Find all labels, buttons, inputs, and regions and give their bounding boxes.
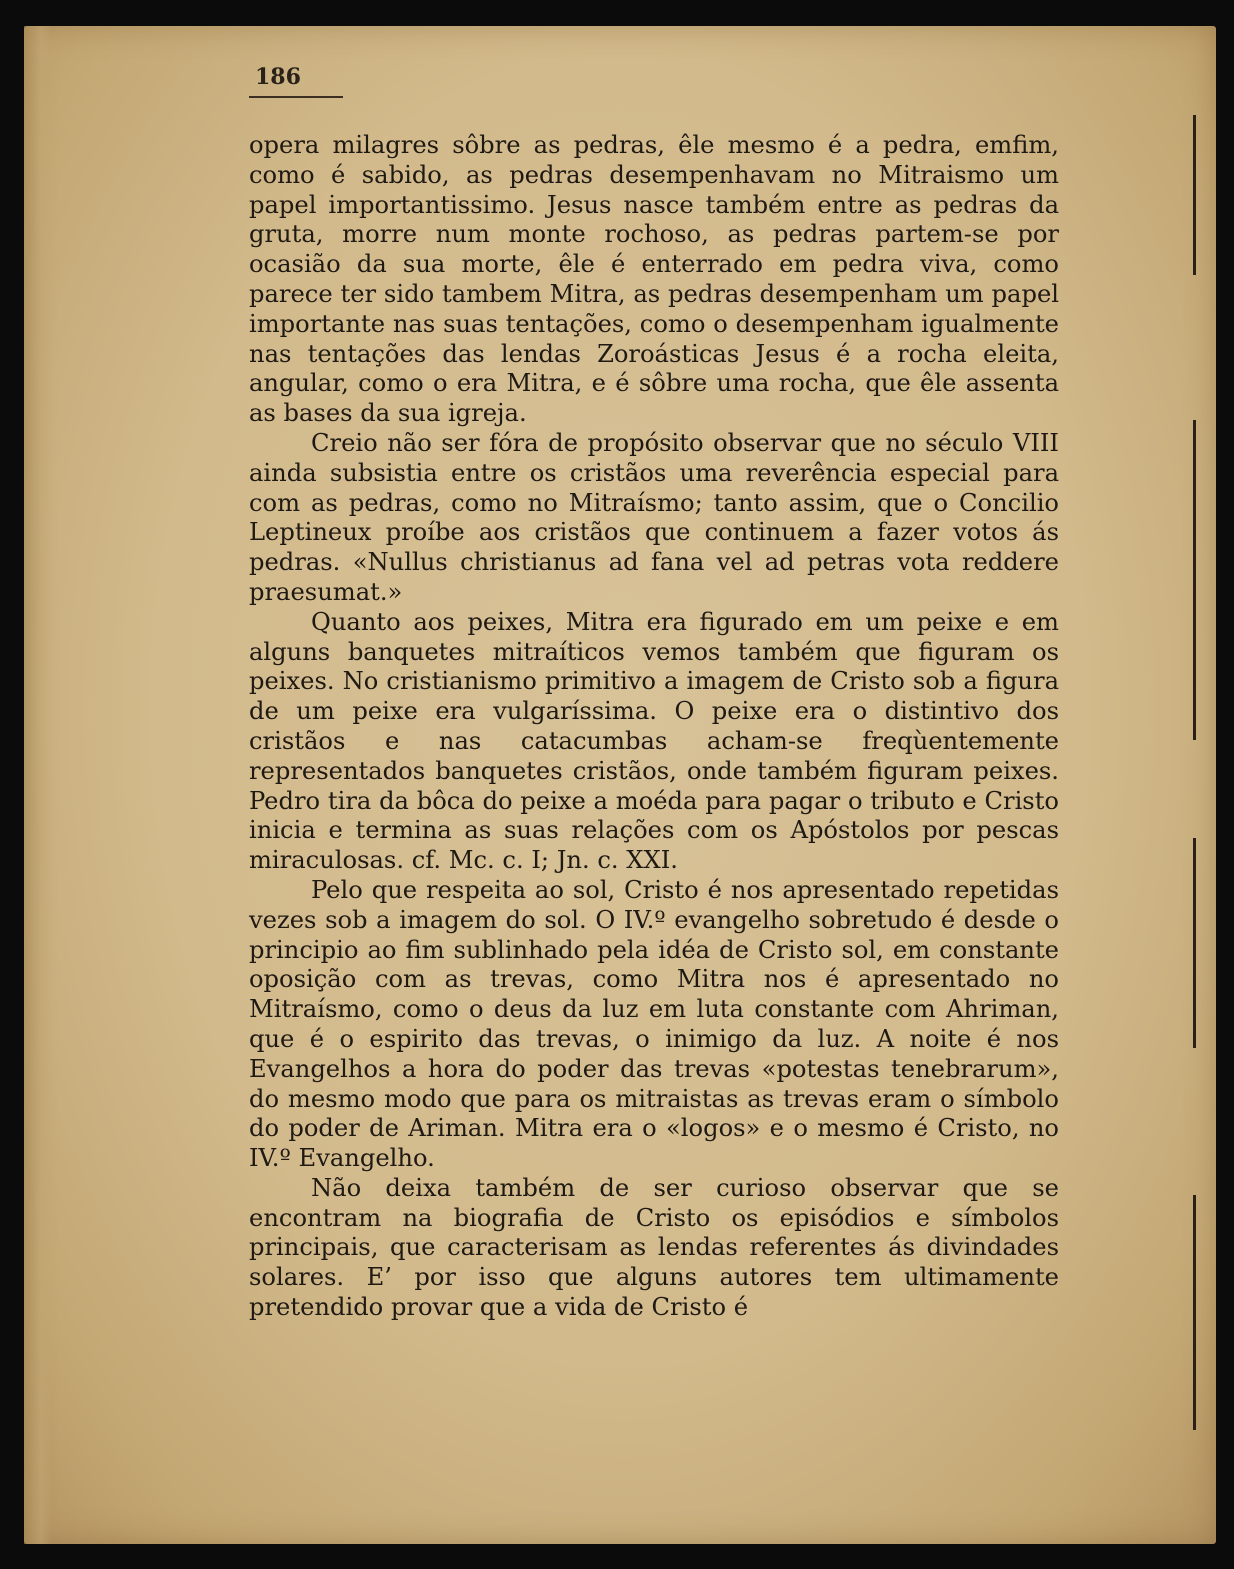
paragraph-1: opera milagres sôbre as pedras, êle mesmo é a pedra, emfim, como é sabido, as pedras desempenhavam no Mitraismo um papel importantissimo. Jesus nasce também entre as pedras da gruta, morre num monte rochoso, as pedras partem-se por ocasião da sua morte, êle é enterrado em pedra viva, como parece ter sido tambem Mitra, as pedras desempenham um papel importante nas suas tentações, como o desempenham igualmente nas tentações das lendas Zoroásticas Jesus é a rocha eleita, angular, como o era Mitra, e é sôbre uma rocha, que êle assenta as bases da sua igreja. [249, 131, 1059, 428]
paragraph-3: Quanto aos peixes, Mitra era figurado em um peixe e em alguns banquetes mitraíticos vemos também que figuram os peixes. No cristianismo primitivo a imagem de Cristo sob a figura de um peixe era vulgaríssima. O peixe era o distintivo dos cristãos e nas catacumbas acham-se freqùentemente representados banquetes cristãos, onde também figuram peixes. Pedro tira da bôca do peixe a moéda para pagar o tributo e Cristo inicia e termina as suas relações com os Apóstolos por pescas miraculosas. cf. Mc. c. I; Jn. c. XXI. [249, 607, 1059, 875]
margin-mark [1193, 115, 1196, 275]
margin-mark [1193, 1195, 1196, 1430]
page-number: 186 [255, 64, 301, 90]
body-text [249, 131, 1059, 1323]
margin-mark [1193, 838, 1196, 1048]
paragraph-2: Creio não ser fóra de propósito observar que no século VIII ainda subsistia entre os cristãos uma reverência especial para com as pedras, como no Mitraísmo; tanto assim, que o Concilio Leptineux proíbe aos cristãos que continuem a fazer votos ás pedras. «Nullus christianus ad fana vel ad petras vota reddere praesumat.» [249, 428, 1059, 606]
header-rule [249, 96, 343, 98]
margin-mark [1193, 420, 1196, 740]
paragraph-5: Não deixa também de ser curioso observar que se encontram na biografia de Cristo os episódios e símbolos principais, que caracterisam as lendas referentes ás divindades solares. E’ por isso que alguns autores tem ultimamente pretendido provar que a vida de Cristo é [249, 1173, 1059, 1322]
paragraph-4: Pelo que respeita ao sol, Cristo é nos apresentado repetidas vezes sob a imagem do sol. O IV.º evangelho sobretudo é desde o principio ao fim sublinhado pela idéa de Cristo sol, em constante oposição com as trevas, como Mitra nos é apresentado no Mitraísmo, como o deus da luz em luta constante com Ahriman, que é o espirito das trevas, o inimigo da luz. A noite é nos Evangelhos a hora do poder das trevas «potestas tenebrarum», do mesmo modo que para os mitraistas as trevas eram o símbolo do poder de Ariman. Mitra era o «logos» e o mesmo é Cristo, no IV.º Evangelho. [249, 875, 1059, 1173]
page-left-edge [24, 26, 52, 1544]
